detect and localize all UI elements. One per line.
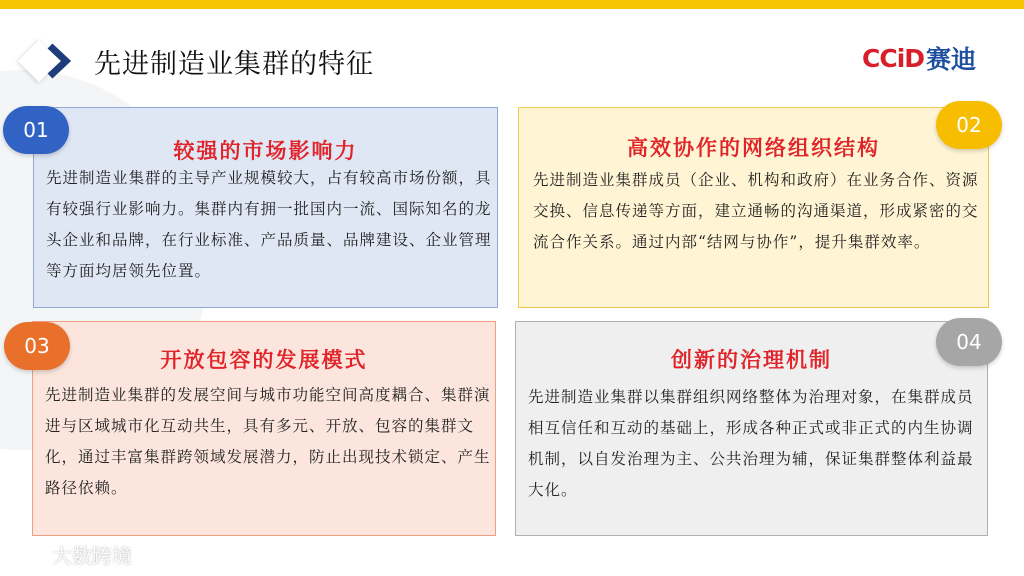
logo-chinese: 赛迪 bbox=[926, 45, 977, 74]
feature-card-2 bbox=[518, 107, 989, 308]
watermark bbox=[6, 540, 132, 569]
card-number-badge: 02 bbox=[936, 101, 1002, 149]
card-heading: 较强的市场影响力 bbox=[173, 138, 358, 163]
feature-card-4 bbox=[515, 321, 988, 536]
feature-card-1 bbox=[33, 107, 498, 308]
top-accent-bar bbox=[0, 0, 1024, 9]
chevron-right-icon bbox=[38, 40, 76, 82]
watermark-logo-icon bbox=[6, 543, 46, 567]
watermark-text: 大数跨境 bbox=[52, 544, 132, 568]
card-number-badge: 03 bbox=[4, 322, 70, 370]
card-text: 先进制造业集群的主导产业规模较大，占有较高市场份额，具有较强行业影响力。集群内有拥一批国内一流、国际知名的龙头企业和品牌，在行业标准、产品质量、品牌建设、企业管理等方面均居领先位置。 bbox=[46, 169, 492, 280]
card-text: 先进制造业集群成员（企业、机构和政府）在业务合作、资源交换、信息传递等方面，建立通畅的沟通渠道，形成紧密的交流合作关系。通过内部“结网与协作”，提升集群效率。 bbox=[533, 171, 979, 251]
card-text: 先进制造业集群的发展空间与城市功能空间高度耦合、集群演进与区域城市化互动共生，具有多元、开放、包容的集群文化，通过丰富集群跨领域发展潜力，防止出现技术锁定、产生路径依赖。 bbox=[45, 386, 491, 497]
card-heading: 高效协作的网络组织结构 bbox=[627, 135, 880, 160]
card-number-badge: 01 bbox=[3, 106, 69, 154]
card-number-badge: 04 bbox=[936, 318, 1002, 366]
feature-card-3 bbox=[32, 321, 496, 536]
card-heading: 创新的治理机制 bbox=[671, 347, 832, 372]
page-title: 先进制造业集群的特征 bbox=[94, 49, 374, 80]
card-heading: 开放包容的发展模式 bbox=[160, 347, 368, 372]
card-text: 先进制造业集群以集群组织网络整体为治理对象，在集群成员相互信任和互动的基础上，形成各种正式或非正式的内生协调机制，以自发治理为主、公共治理为辅，保证集群整体利益最大化。 bbox=[528, 388, 974, 499]
ccid-logo bbox=[862, 40, 976, 76]
logo-latin: CCiD bbox=[862, 43, 925, 73]
